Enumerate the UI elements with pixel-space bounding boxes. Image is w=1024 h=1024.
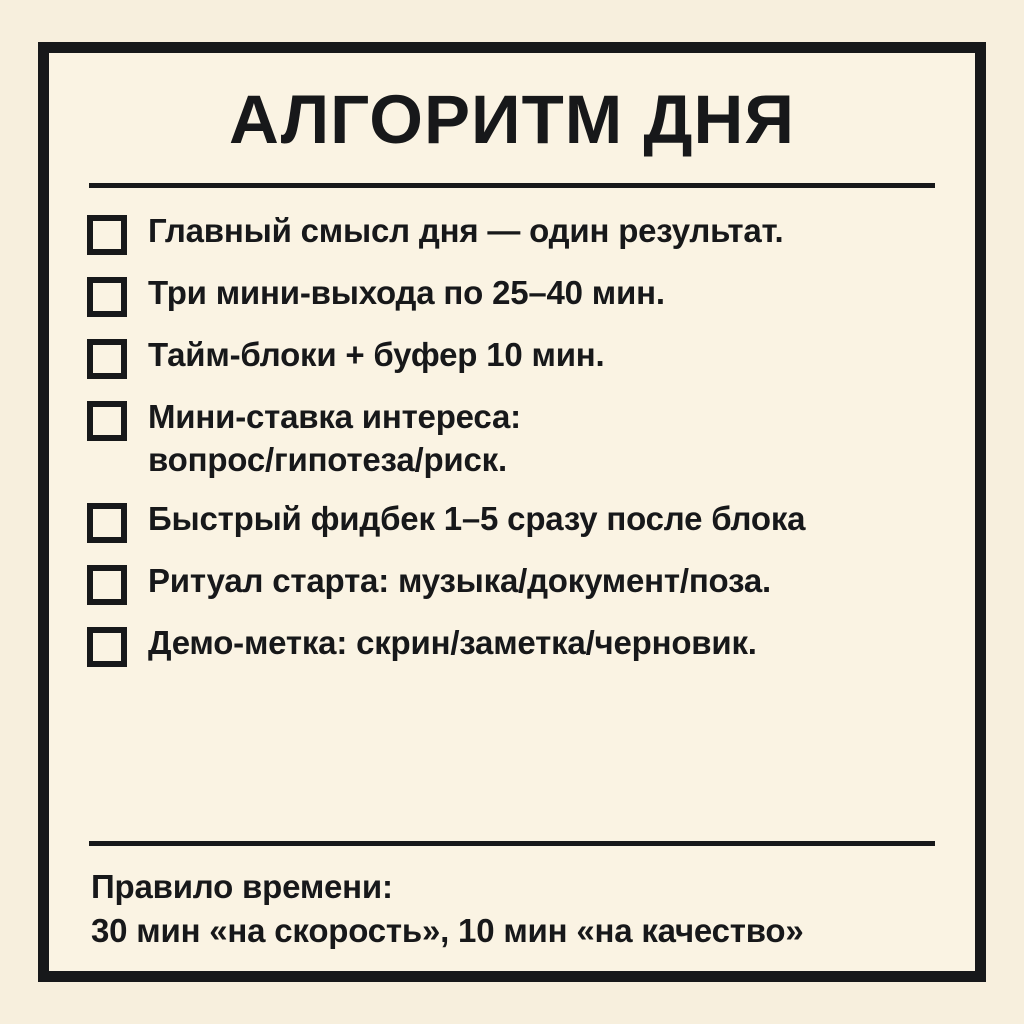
list-item-label <box>148 396 521 480</box>
divider-top <box>89 183 935 188</box>
checkbox-icon[interactable] <box>87 215 127 255</box>
poster-inner <box>49 53 975 971</box>
page-title: АЛГОРИТМ ДНЯ <box>229 81 795 158</box>
list-item[interactable] <box>87 560 937 605</box>
list-item-line2: вопрос/гипотеза/риск. <box>148 440 507 478</box>
list-item[interactable] <box>87 334 937 379</box>
list-item-label <box>148 210 784 252</box>
checklist <box>87 210 937 823</box>
list-item[interactable] <box>87 396 937 480</box>
checkbox-icon[interactable] <box>87 565 127 605</box>
divider-bottom <box>89 841 935 846</box>
list-item-line1: Быстрый фидбек 1–5 сразу после блока <box>148 499 806 537</box>
poster-card <box>38 42 986 982</box>
list-item-line1: Главный смысл дня — один результат. <box>148 212 784 250</box>
list-item-label <box>148 498 805 540</box>
list-item-line1: Тайм-блоки + буфер 10 мин. <box>148 336 605 374</box>
list-item-line1: Демо-метка: скрин/заметка/черновик. <box>148 623 757 661</box>
list-item-label <box>148 560 771 602</box>
footer-line-2: 30 мин «на скорость», 10 мин «на качество» <box>91 912 804 950</box>
list-item-label <box>148 334 605 376</box>
list-item-line1: Ритуал старта: музыка/документ/поза. <box>148 561 771 599</box>
checkbox-icon[interactable] <box>87 503 127 543</box>
list-item-line1: Три мини-выхода по 25–40 мин. <box>148 274 665 312</box>
list-item-line1: Мини-ставка интереса: <box>148 398 521 436</box>
footer-line-1: Правило времени: <box>91 868 393 906</box>
list-item-label <box>148 272 665 314</box>
checkbox-icon[interactable] <box>87 627 127 667</box>
footer-note <box>87 865 937 953</box>
list-item[interactable] <box>87 272 937 317</box>
list-item[interactable] <box>87 622 937 667</box>
checkbox-icon[interactable] <box>87 401 127 441</box>
checkbox-icon[interactable] <box>87 277 127 317</box>
list-item[interactable] <box>87 498 937 543</box>
list-item[interactable] <box>87 210 937 255</box>
checkbox-icon[interactable] <box>87 339 127 379</box>
list-item-label <box>148 622 757 664</box>
